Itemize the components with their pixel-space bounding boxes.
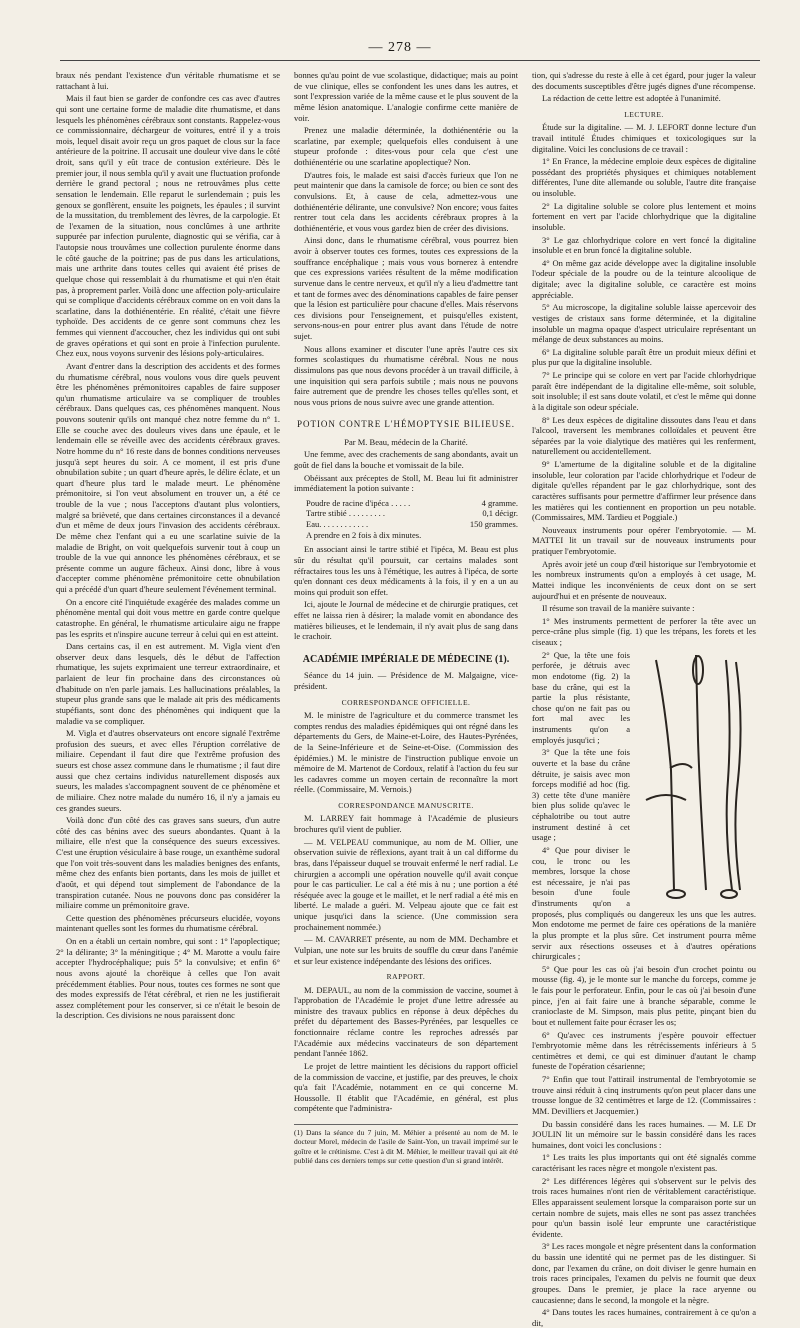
instruments-figure: [636, 650, 756, 900]
instrument-item: 6° Qu'avec ces instruments j'espère pouvoir effectuer l'embryotomie même dans les rétrécissements inférieurs à 5 centimètres et demi, ce qui est diminuer d'autant le champ funeste de l'opération césarienne;: [532, 1029, 756, 1072]
paragraph: Dans certains cas, il en est autrement. M. Vigla vient d'en observer deux dans lesquels, dès le début de l'affection rhumatique, les sujets exprimaient une terreur extraordinaire, et parlaient de leur fin prochaine dans des circonstances où d'habitude on n'en parle jamais. Les hallucinations préalables, la stupeur plus grande sans que le malade ait pris des médicaments stupéfiants, sont donc des phénomènes qui indiquent que la maladie va se compliquer.: [56, 641, 280, 726]
conclusion-item: 3° Le gaz chlorhydrique colore en vert foncé la digitaline insoluble et en brun foncé la digitaline soluble.: [532, 234, 756, 256]
paragraph: Voilà donc d'un côté des cas graves sans sueurs, d'un autre côté des cas bénins avec des sueurs abondantes. Quant à la miliaire, elle n'est que la conséquence des sueurs excessives. C'est une éruption vésiculaire à base rouge, un exanthème sudoral que l'on voit très-souvent dans les maladies benignes des enfants, même chez des enfants bien portants, dans les mois de juillet et d'août, et qui dépend tout simplement de l'abondance de la transpiration cutanée. Nous ne pouvons donc pas considérer la miliaire comme un prémonitoire grave.: [56, 815, 280, 911]
paragraph: On en a établi un certain nombre, qui sont : 1° l'apoplectique; 2° la délirante; 3° la méningitique ; 4° M. Marotte a voulu faire accepter l'hydrocéphalique; puis 5° la convulsive; et enfin 6° nous avons ajouté la chorëique à celles que l'on avait précédemment établies. Pour nous, toutes ces formes ne sont que des modes expressifs de l'état cérébral, et rien ne les justifierait assez complétement pour les conserver, si ce n'était le besoin de la description. Ces divisions ne nous paraissent donc: [56, 936, 280, 1021]
column-middle: [294, 70, 518, 1166]
paragraph: D'autres fois, le malade est saisi d'accès furieux que l'on ne peut maintenir que dans la camisole de force; ou bien ce sont des convulsions. Et, à cause de cela, admettez-vous une dothiénentérie délirante, une convulsive? Non encore; vous faites rentrer tout cela dans les accidents cérébraux propres à la dothiénentérie, et vous vous gardez bien de créer des divisions.: [294, 169, 518, 233]
paragraph: bonnes qu'au point de vue scolastique, didactique; mais au point de vue clinique, elles se confondent les unes dans les autres, et sont l'expression variée de la même cause et le plus souvent de la même lésion anatomique. L'analogie confirme cette manière de voir.: [294, 70, 518, 123]
paragraph: Ainsi donc, dans le rhumatisme cérébral, vous pourrez bien avoir à observer toutes ces formes, toutes ces expressions de la souffrance encéphalique ; mais vous vous bornerez à entendre que ces expressions variées résultent de la même modification survenue dans le centre nerveux, et qu'il n'y a lieu d'admettre tant et tant de formes avec des dénominations capables de faire penser que la lésion est particulière pour chacune d'elles. Mais réservons ces divisions pour l'enseignement, et puisqu'elles existent, servons-nous-en pour entrer plus avant dans l'étude de notre sujet.: [294, 235, 518, 341]
conclusion-item: 1° En France, la médecine emploie deux espèces de digitaline possédant des propriétés physiques et chimiques notablement différentes, l'une dite allemande ou soluble, l'autre dite française ou insoluble.: [532, 156, 756, 198]
paragraph: En associant ainsi le tartre stibié et l'ipéca, M. Beau est plus sûr du résultat qu'il poursuit, car certains malades sont réfractaires tous les uns à l'émétique, les autres à l'ipéca, de sorte qu'en donnant ces deux médicaments à la fois, il y en a un au moins qui produit son effet.: [294, 544, 518, 597]
potion-section-title: POTION CONTRE L'HÉMOPTYSIE BILIEUSE.: [296, 419, 516, 430]
footnote: (1) Dans la séance du 7 juin, M. Méhier a présenté au nom de M. le docteur Morel, médecin de l'asile de Saint-Yon, un travail imprimé sur le goître et le crétinisme. C'est à dit M. Méhier, le meilleur travail qui ait été publié dans ces derniers temps sur cette question d'un si grand intérêt.: [294, 1124, 518, 1166]
paragraph: Obéissant aux préceptes de Stoll, M. Beau lui fit administrer immédiatement la potion suivante :: [294, 472, 518, 494]
paragraph: M. le ministre de l'agriculture et du commerce transmet les comptes rendus des maladies épidémiques qui ont régné dans les départements du Gers, de Maine-et-Loire, des Hautes-Pyrénées, de la Seine-Inférieure et de Seine-et-Oise. (Commission des épidémies.) M. le ministre de l'instruction publique envoie un mémoire de M. Martenot de Cordoux, relatif à l'action du feu sur les cadavres comme un moyen certain de reconnaître la mort réelle. (Commissaire, M. Vernois.): [294, 710, 518, 795]
recipe-quantity: 4 gramme.: [481, 497, 518, 508]
conclusion-item: 4° Dans toutes les races humaines, contrairement à ce qu'on a dit,: [532, 1307, 756, 1328]
paragraph: tion, qui s'adresse du reste à elle à cet égard, pour juger la valeur des documents susceptibles d'être jugés dignes d'une récompense.: [532, 70, 756, 91]
page-number: — 278 —: [368, 40, 432, 55]
recipe-note: A prendre en 2 fois à dix minutes.: [306, 529, 422, 540]
paragraph: Nouveaux instruments pour opérer l'embryotomie. — M. MATTEI lit un travail sur de nouveaux instruments pour pratiquer l'embryotomie.: [532, 524, 756, 556]
recipe-quantity: 0,1 décigr.: [482, 508, 518, 519]
paragraph: braux nés pendant l'existence d'un véritable rhumatisme et se rattachant à lui.: [56, 70, 280, 91]
subsection-title: LECTURE.: [624, 109, 664, 119]
paragraph: M. LARREY fait hommage à l'Académie de plusieurs brochures qu'il vient de publier.: [294, 813, 518, 834]
instrument-item: 7° Enfin que tout l'attirail instrumental de l'embryotomie se trouve ainsi réduit à cinq instruments qu'on peut placer dans une trousse longue de 32 centimètres et large de 12. (Commissaires : MM. Devilliers et Jacquemier.): [532, 1074, 756, 1116]
conclusion-item: 7° Le principe qui se colore en vert par l'acide chlorhydrique paraît être indépendant de la digitaline elle-même, soit soluble, soit insoluble; il est sans doute volatil, et c'est le même qui donne à la digitale son odeur spéciale.: [532, 370, 756, 412]
instrument-item: 3° Que la tête une fois ouverte et la base du crâne détruite, je saisis avec mon forceps modifié ad hoc (fig. 3) cette tête d'une manière bien plus solide qu'avec le céphalotribe ou tout autre instrument destiné à cet usage ;: [532, 747, 630, 843]
paragraph: Après avoir jeté un coup d'œil historique sur l'embryotomie et les nombreux instruments qu'on a employés à cet usage, M. Mattei indique les inconvénients de ceux dont on se sert aujourd'hui et en présente de nouveaux.: [532, 558, 756, 601]
academy-section-title: ACADÉMIE IMPÉRIALE DE MÉDECINE (1).: [302, 653, 510, 665]
recipe-quantity: 150 grammes.: [469, 519, 518, 529]
paragraph: Du bassin considéré dans les races humaines. — M. LE Dr JOULIN lit un mémoire sur le bassin considéré dans les races humaines, dont voici les conclusions :: [532, 1118, 756, 1150]
conclusion-item: 2° La digitaline soluble se colore plus lentement et moins fortement en vert par l'acide chlorhydrique que la digitaline insoluble.: [532, 200, 756, 232]
subsection-title: CORRESPONDANCE OFFICIELLE.: [341, 697, 471, 707]
paragraph: Avant d'entrer dans la description des accidents et des formes du rhumatisme cérébral, nous voulons vous dire quels peuvent être les phénomènes prémonitoires capables de faire supposer qu'un rhumatisme articulaire va se compliquer de troubles cérébraux. Dans quelques cas, ces phénomènes manquent. Nous pouvons soutenir qu'ils ont manqué chez notre femme du n° 1. Elle se couche avec des douleurs vives dans une épaule, et le lendemain elle se réveille avec des accidents cérébraux graves. Notre homme du n° 16 reste dans de bonnes conditions nerveuses jusqu'à sept heures du soir. A ce moment, il est pris d'une obnubilation subite ; un quart d'heure après, le délire éclate, et un quart d'heure plus tard le malade meurt. Le phénomène prémonitoire, si l'on veut absolument en trouver un, a été ce trouble de la vue ; nous l'acceptons d'autant plus volontiers, malgré sa brièveté, que dans certaines circonstances il a devancé d'un et même de deux jours l'invasion des accidents cérébraux. De même chez l'enfant qui a eu une scarlatine suivie de la maladie de Bright, on voit quelquefois survenir tout à coup un trouble de la vue qui annonce les phénomènes cérébraux, et se présente comme un augure fâcheux. Ainsi donc, libre à vous d'accepter comme phénomène prémonitoire cette obnubilation qui a précédé d'un quart d'heure seulement l'événement terminal.: [56, 360, 280, 594]
recipe-list: [306, 498, 518, 541]
paragraph: Nous allons examiner et discuter l'une après l'autre ces six formes scolastiques du rhumatisme cérébral. Nous ne nous dissimulons pas que nous devons procéder à un travail difficile, à une inquisition qui sera parfois subtile ; mais nous ne pouvons faire autrement que de prendre les choses telles qu'elles sont, et nous vous prions de nous suivre avec une grande attention.: [294, 343, 518, 407]
paragraph: Il résume son travail de la manière suivante :: [542, 603, 695, 614]
recipe-row: [306, 498, 518, 509]
paragraph: Ici, ajoute le Journal de médecine et de chirurgie pratiques, cet effet ne laissa rien à désirer; la malade vomit en abondance des matières bilieuses, et le lendemain, il n'y avait plus de sang dans le crachoir.: [294, 599, 518, 642]
instrument-item: 5° Que pour les cas où j'ai besoin d'un crochet pointu ou mousse (fig. 4), je le monte sur le manche du forceps, comme je le fais pour le perforateur. Enfin, pour le cas où j'ai besoin d'une pince, j'en ai fait faire une à branche séparable, comme le cranioclaste de M. Simpson, mais plus petite, pinçant bien du bout et nullement faite pour écraser les os;: [532, 963, 756, 1027]
conclusion-item: 8° Les deux espèces de digitaline dissoutes dans l'eau et dans l'alcool, traversent les membranes colloïdales et peuvent être séparées par la voie dialytique des matières qui les renferment, naturellement ou accidentellement.: [532, 414, 756, 457]
paragraph: Prenez une maladie déterminée, la dothiénentérie ou la scarlatine, par exemple; quelquefois elles conduisent à une stupeur profonde : dites-vous pour cela que c'est une dothiénentérie ou une scarlatine apoplectique? Non.: [294, 125, 518, 167]
column-right: [532, 70, 756, 1328]
paragraph: M. Vigla et d'autres observateurs ont encore signalé l'extrême profusion des sueurs, et avec elles l'éruption corrélative de miliaire. Cependant il faut dire que l'extrême profusion des sueurs est chose assez commune dans le rhumatisme ; il faut dire aussi que chez certains individus naturellement disposés aux sueurs, les malades s'accompagnent souvent de ce phénomène et de miliaire. Chez notre malade du numéro 16, il n'y a jamais eu ces grandes sueurs.: [56, 728, 280, 813]
instrument-item: 2° Que, la tête une fois perforée, je détruis avec mon endotome (fig. 2) la base du crâne, qui est la partie la plus résistante, chose qu'on ne fait pas ou fort mal avec les instruments qu'on a employés jusqu'ici ;: [532, 649, 630, 745]
potion-author: Par M. Beau, médecin de la Charité.: [344, 436, 468, 447]
conclusion-item: 6° La digitaline soluble paraît être un produit mieux défini et plus pur que la digitaline insoluble.: [532, 346, 756, 368]
recipe-ingredient: Eau. . . . . . . . . . . .: [306, 519, 369, 529]
conclusion-item: 2° Les différences légères qui s'observent sur le pelvis des trois races humaines n'ont rien de véritablement caractéristique. Elles apparaissent seulement lorsque la comparaison porte sur un certain nombre de sujets, mais elles ne sont pas assez tranchées pour qu'un bassin isolé leur emprunte une caractéristique évidente.: [532, 1175, 756, 1239]
instrument-item: 1° Mes instruments permettent de perforer la tête avec un perce-crâne plus simple (fig. 1) que les trépans, les forets et les ciseaux ;: [532, 615, 756, 647]
paragraph: On a encore cité l'inquiétude exagérée des malades comme un phénomène mental qui doit vous mettre en garde contre quelque catastrophe. En général, le rhumatisme articulaire aigu ne frappe pas les esprits et n'inspire aucune terreur à celui qui en est atteint.: [56, 596, 280, 639]
recipe-row: [306, 508, 518, 519]
conclusion-item: 3° Les races mongole et nègre présentent dans la conformation du bassin une identité qui ne permet pas de les distinguer. Si donc, par l'examen du crâne, on doit diviser le genre humain en trois races principales, l'examen du pelvis ne fournit que deux groupes. Dans le premier, je place la race aryenne ou caucasienne; dans le second, la mongole et la nègre.: [532, 1241, 756, 1305]
recipe-row: [306, 519, 518, 530]
subsection-title: RAPPORT.: [386, 972, 426, 982]
header-rule: [60, 60, 760, 61]
recipe-ingredient: Tartre stibié . . . . . . . . .: [306, 508, 385, 519]
paragraph: Mais il faut bien se garder de confondre ces cas avec d'autres qui sont une certaine forme de maladie dite rhumatisme, et dans lesquels les phénomènes cérébraux sont constants. Rappelez-vous ce commissionnaire, déchargeur de voitures, entré il y a trois mois, lequel disait avoir reçu un gros paquet de clous sur la face antérieure de la poitrine. Il accusait une douleur vive dans le côté droit, sans qu'il y eût trace de contusion extérieure. Dès le premier jour, il nous sembla qu'il y avait une fluctuation profonde derrière le grand pectoral ; nous ne retrouvâmes plus cette sensation le lendemain. Elle reparut le surlendemain ; puis les genoux se gonflèrent, ensuite les poignets, les épaules ; il survint de la mussitation, du tremblement des lèvres, de la carpologie. Et de l'examen de la situation, nous conclûmes à une arthrite suppurée par infection purulente, diagnostic qui se vérifia, car à l'autopsie nous trouvâmes une collection purulente énorme dans le côté gauche de la poitrine; pas de pus dans les articulations, mais une arthrite dans toutes celles qui avaient été prises de quelque chose qui ressemblait à du rhumatisme et qui n'en était pas, à proprement parler. Voilà donc une affection poly-articulaire qui se complique d'accidents cérébraux comme on en voit dans la scarlatine, dans la dothiénentérie. En réalité, c'était une fièvre typhoïde. Des accidents de ce genre sont communs chez les femmes qui viennent d'accoucher, chez les individus qui ont subi de graves opérations et qui sont en proie à l'infection purulente. Chez eux, nous voyons survenir des lésions poly-articulaires.: [56, 93, 281, 359]
conclusion-item: 1° Les traits les plus importants qui ont été signalés comme caractérisant les races nègre et mongole n'existent pas.: [532, 1152, 756, 1173]
column-left: [56, 70, 280, 1155]
paragraph: — M. VELPEAU communique, au nom de M. Ollier, une observation suivie de réflexions, ayant trait à un cal difforme du bras, dans l'épaisseur duquel se trouvait enfermé le nerf radial. Le chirurgien a accompli une opération nouvelle qu'il avait conçue pour le cas particulier. Le cal a été mis à nu ; une portion a été réséquée avec la gouge et le maillet, et le nerf radial a été mis en liberté. Le malade a guéri. M. Velpeau ajoute que ce fait est unique jusqu'ici dans la science. (Une commission sera prochainement nommée.): [294, 836, 518, 932]
recipe-ingredient: Poudre de racine d'ipéca . . . . .: [306, 497, 411, 508]
instrument-item: 4° Que pour diviser le cou, le tronc ou les membres, lorsque la chose est nécessaire, je n'ai pas besoin d'une foule d'instruments qu'on a proposés, plus compliqués ou dangereux les uns que les autres. Mon endotome me permet de faire ces opérations de la manière la plus prompte et la plus sûre. Cet instrument pourra même servir aux résections osseuses et à d'autres opérations chirurgicales ;: [532, 844, 756, 962]
conclusion-item: 4° On même gaz acide développe avec la digitaline insoluble l'odeur spéciale de la poudre ou de la teinture alcoolique de digitale; avec la digitaline soluble, ce caractère est moins appréciable.: [532, 257, 756, 300]
paragraph: Une femme, avec des crachements de sang abondants, avait un goût de fiel dans la bouche et vomissait de la bile.: [294, 449, 518, 470]
conclusion-item: 5° Au microscope, la digitaline soluble laisse apercevoir des vestiges de cristaux sans forme déterminée, et la digitaline insoluble un magma opaque d'aspect utriculaire représentant un mélange de deux substances au moins.: [532, 302, 756, 345]
session-line: Séance du 14 juin. — Présidence de M. Malgaigne, vice-président.: [294, 670, 518, 691]
conclusion-item: 9° L'amertume de la digitaline soluble et de la digitaline insoluble, leur coloration par l'acide chlorhydrique et l'odeur de digitale qu'elles répandent par le gaz chlorhydrique, sont des caractères suffisants pour permettre d'affirmer leur présence dans les matières qui les contiennent en proportion un peu notable. (Commissaires, MM. Tardieu et Poggiale.): [532, 459, 756, 523]
surgical-instruments-illustration: [636, 650, 756, 900]
paragraph: Étude sur la digitaline. — M. J. LEFORT donne lecture d'un travail intitulé Études chimiques et toxicologiques sur la digitaline. Voici les conclusions de ce travail :: [532, 122, 756, 154]
paragraph: M. DEPAUL, au nom de la commission de vaccine, soumet à l'approbation de l'Académie le projet d'une lettre adressée au ministre des travaux publics en réponse à deux dépêches du préfet du département des Basses-Pyrénées, par lesquelles ce fonctionnaire réclame contre les reproches adressés par l'Académie aux médecins vaccinateurs de son département pendant l'année 1862.: [294, 984, 518, 1059]
paragraph: — M. CAVARRET présente, au nom de MM. Dechambre et Vulpian, une note sur les bruits de souffle du cœur dans l'anémie et sur leur existence indépendante des lésions des orifices.: [294, 934, 518, 966]
paragraph: La rédaction de cette lettre est adoptée à l'unanimité.: [542, 93, 721, 104]
subsection-title: CORRESPONDANCE MANUSCRITE.: [338, 801, 474, 810]
paragraph: Le projet de lettre maintient les décisions du rapport officiel de la commission de vaccine, et justifie, par des preuves, le choix qu'a fait l'Académie, notamment en ce qui concerne M. Houssolle. Il établit que l'Académie, en général, est plus compétente que l'administra-: [294, 1060, 518, 1114]
paragraph: Cette question des phénomènes précurseurs elucidée, voyons maintenant quelles sont les formes du rhumatisme cérébral.: [56, 912, 280, 934]
